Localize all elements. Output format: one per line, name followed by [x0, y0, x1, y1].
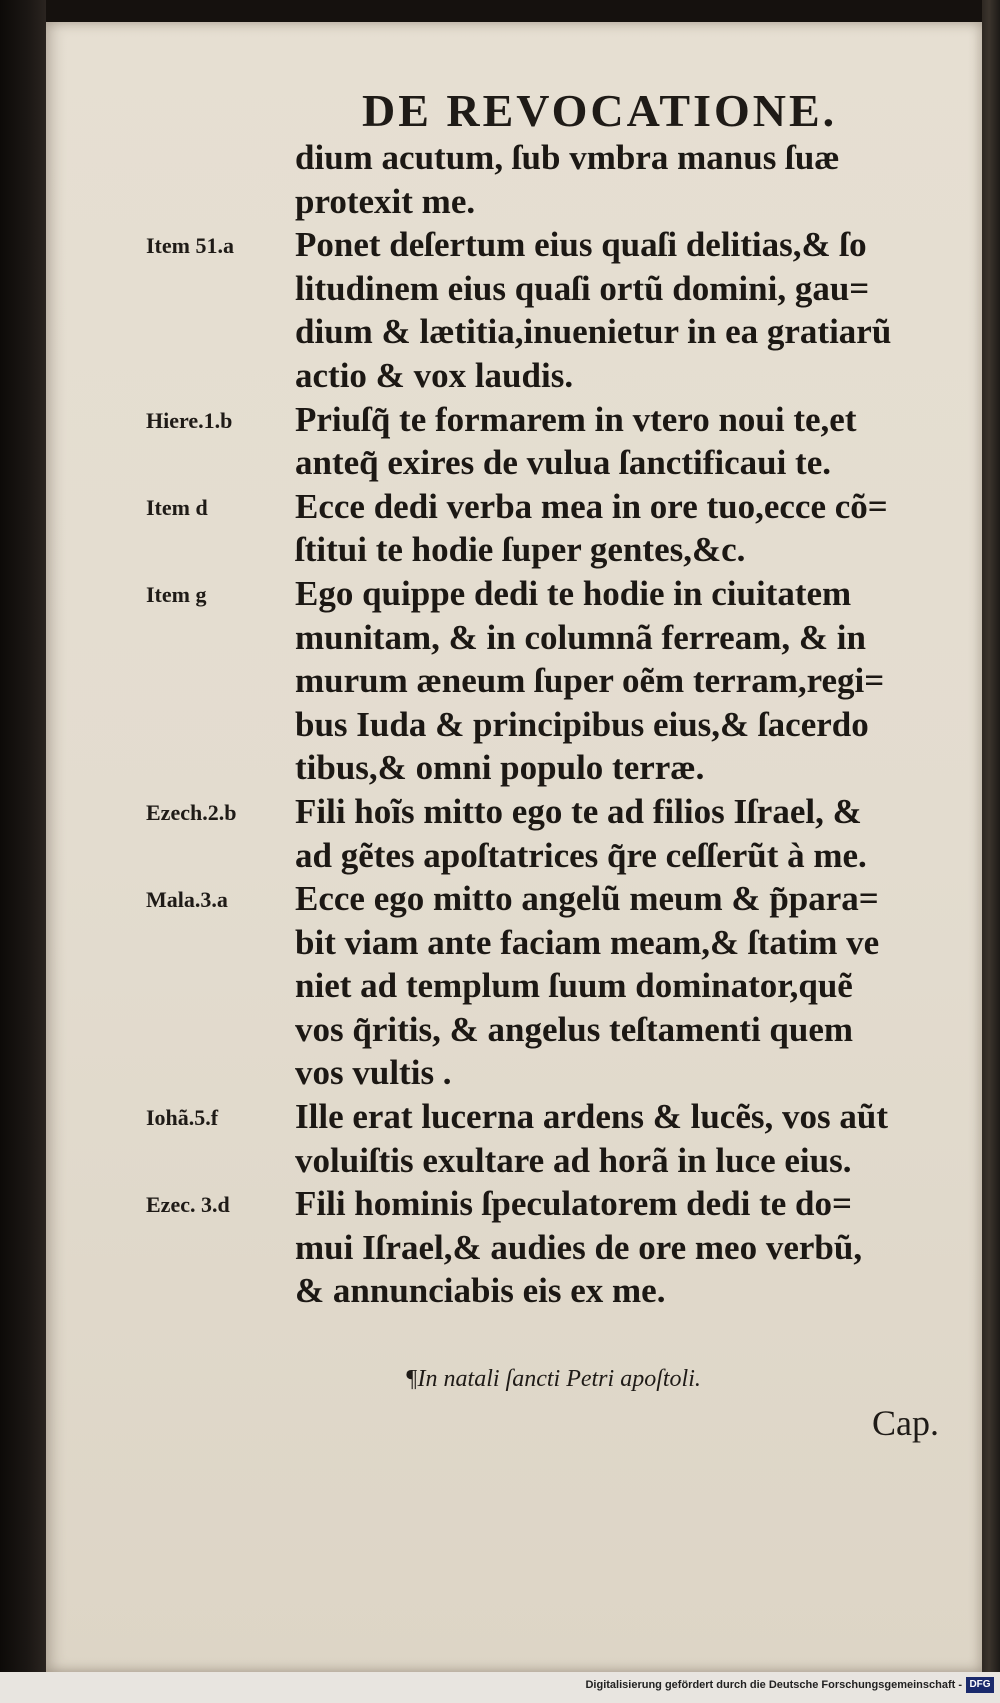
text-line: Ecce dedi verba mea in ore tuo,ecce cõ= [295, 486, 888, 526]
text-line: litudinem eius quaſi ortũ domini, gau= [295, 268, 870, 308]
text-line: vos vultis . [295, 1053, 452, 1093]
margin-note: Mala.3.a [146, 887, 228, 913]
text-line: bus Iuda & principibus eius,& ſacerdo [295, 704, 869, 744]
text-line: dium & lætitia,inuenietur in ea gratiarũ [295, 312, 892, 352]
scan-frame-left [0, 0, 46, 1703]
text-line: Ecce ego mitto angelũ meum & p̃para= [295, 879, 879, 919]
text-line: anteq̃ exires de vulua ſanctificaui te. [295, 443, 831, 483]
text-line: Ego quippe dedi te hodie in ciuitatem [295, 573, 852, 613]
text-line: & annunciabis eis ex me. [295, 1271, 666, 1311]
running-header: DE REVOCATIONE. [362, 85, 838, 136]
text-line: tibus,& omni populo terræ. [295, 748, 705, 788]
text-line: bit viam ante faciam meam,& ſtatim ve [295, 922, 880, 962]
text-line: murum æneum ſuper oẽm terram,regi= [295, 661, 885, 701]
text-line: dium acutum, ſub vmbra manus ſuæ [295, 138, 840, 177]
text-line: niet ad templum ſuum dominator,quẽ [295, 966, 853, 1006]
margin-note: Item g [146, 582, 207, 607]
text-line: Ille erat lucerna ardens & lucẽs, vos aũt [295, 1097, 888, 1137]
margin-note: Item 51.a [146, 233, 234, 259]
scan-frame-right [982, 0, 1000, 1703]
margin-note: Hiere.1.b [146, 407, 233, 433]
margin-note: Ezec. 3.d [146, 1192, 230, 1218]
margin-note: Iohã.5.f [146, 1105, 219, 1131]
digitization-credit: Digitalisierung gefördert durch die Deutsche Forschungsgemeinschaft - [585, 1679, 962, 1691]
scan-frame-top [0, 0, 1000, 22]
text-line: Fili hominis ſpeculatorem dedi te do= [295, 1184, 852, 1224]
text-line: voluiſtis exultare ad horã in luce eius. [295, 1140, 852, 1180]
text-line: Priuſq̃ te formarem in vtero noui te,et [295, 399, 857, 439]
section-caption: ¶In natali ſancti Petri apoſtoli. [405, 1366, 701, 1392]
text-line: protexit me. [295, 181, 476, 221]
text-line: ſtitui te hodie ſuper gentes,&c. [295, 530, 746, 570]
main-text-block [295, 136, 967, 1313]
text-line: actio & vox laudis. [295, 355, 574, 395]
text-line: ad gẽtes apoſtatrices q̃re ceſſerũt à me. [295, 835, 867, 875]
text-line: mui Iſrael,& audies de ore meo verbũ, [295, 1227, 863, 1267]
margin-note: Ezech.2.b [146, 800, 237, 825]
margin-note: Item d [146, 494, 208, 520]
dfg-logo: DFG [966, 1677, 994, 1693]
text-line: Ponet deſertum eius quaſi delitias,& ſo [295, 225, 867, 265]
text-line: vos q̃ritis, & angelus teſtamenti quem [295, 1009, 854, 1049]
catchword: Cap. [872, 1403, 939, 1443]
text-line: munitam, & in columnã ferream, & in [295, 617, 866, 657]
text-line: Fili hoĩs mitto ego te ad filios Iſrael, & [295, 791, 862, 831]
